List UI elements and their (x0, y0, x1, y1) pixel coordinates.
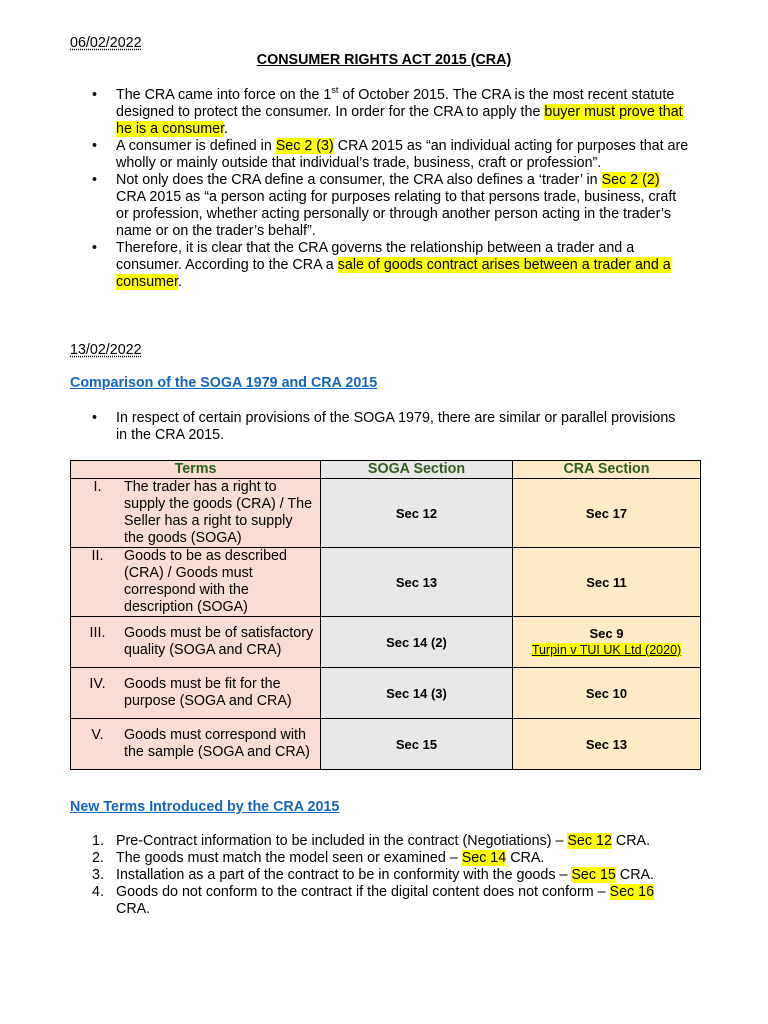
term-cell (71, 548, 321, 617)
bullet-text: of October 2015. The CRA is the most recent statute designed to protect the consumer. In order for the CRA to apply the (116, 87, 675, 120)
row-numeral: I. (93, 479, 102, 495)
list-text: The goods must match the model seen or examined – (116, 850, 462, 866)
list-text: Pre-Contract information to be included in the contract (Negotiations) – (116, 833, 568, 849)
cra-cell: Sec 10 (513, 668, 701, 719)
list-item (70, 867, 690, 884)
term-text: Goods to be as described (CRA) / Goods must correspond with the description (SOGA) (124, 548, 287, 615)
row-numeral: III. (89, 625, 106, 641)
new-terms-heading[interactable]: New Terms Introduced by the CRA 2015 (70, 799, 340, 815)
bullet-text: Not only does the CRA define a consumer, the CRA also defines a ‘trader’ in (116, 172, 602, 188)
bullet-icon: • (92, 240, 98, 256)
cra-cell: Sec 13 (513, 719, 701, 770)
table-row (71, 617, 701, 668)
highlighted-text: Sec 14 (461, 850, 507, 866)
list-number: 4. (92, 884, 104, 900)
term-text: Goods must be of satisfactory quality (SOGA and CRA) (124, 625, 314, 658)
table-row (71, 668, 701, 719)
case-reference[interactable] (513, 642, 700, 659)
row-numeral: IV. (89, 676, 106, 692)
header-terms: Terms (71, 461, 321, 479)
highlighted-text: Sec 2 (3) (275, 138, 334, 154)
cra-section-value: Sec 9 (589, 626, 624, 641)
list-number: 1. (92, 833, 104, 849)
term-cell (71, 617, 321, 668)
bullet-text: Therefore, it is clear that the CRA governs the relationship between a trader and a consumer. According to the CRA a (116, 240, 635, 273)
bullet-item (70, 138, 690, 172)
list-item (70, 884, 690, 918)
term-text: The trader has a right to supply the goods (CRA) / The Seller has a right to supply the goods (SOGA) (124, 479, 313, 546)
list-text: Installation as a part of the contract to be in conformity with the goods – (116, 867, 572, 883)
soga-cell: Sec 14 (2) (321, 617, 513, 668)
row-numeral: II. (91, 548, 104, 564)
bullet-item (70, 87, 690, 138)
term-cell (71, 719, 321, 770)
comparison-bullet-list (70, 410, 690, 444)
term-text: Goods must correspond with the sample (SOGA and CRA) (124, 727, 310, 760)
superscript: st (331, 85, 339, 96)
case-link[interactable]: Turpin v TUI UK Ltd (2020) (531, 643, 682, 657)
term-cell (71, 479, 321, 548)
table-header-row (71, 461, 701, 479)
bullet-text: The CRA came into force on the 1 (116, 87, 332, 103)
soga-cell: Sec 12 (321, 479, 513, 548)
row-numeral: V. (91, 727, 104, 743)
table-row (71, 548, 701, 617)
cra-bullet-list (70, 87, 690, 291)
bullet-text: CRA 2015 as “a person acting for purposes relating to that persons trade, business, craft or profession, whether acting personally or through another person acting in the trader’s name or on the trader’s behalf”. (116, 189, 677, 239)
date-1: 06/02/2022 (70, 35, 142, 51)
bullet-icon: • (92, 172, 98, 188)
new-terms-list (70, 833, 690, 918)
highlighted-text: Sec 16 (609, 884, 655, 900)
list-item (70, 833, 690, 850)
bullet-text: CRA 2015 as “an individual acting for purposes that are wholly or mainly outside that individual’s trade, business, craft or profession”. (116, 138, 689, 171)
header-soga-section: SOGA Section (321, 461, 513, 479)
bullet-item (70, 410, 690, 444)
soga-cell: Sec 15 (321, 719, 513, 770)
comparison-heading[interactable]: Comparison of the SOGA 1979 and CRA 2015 (70, 375, 378, 391)
list-text: Goods do not conform to the contract if the digital content does not conform – (116, 884, 610, 900)
header-cra-section: CRA Section (513, 461, 701, 479)
term-cell (71, 668, 321, 719)
list-number: 3. (92, 867, 104, 883)
list-text: CRA. (615, 867, 655, 883)
table-row (71, 479, 701, 548)
soga-cell: Sec 14 (3) (321, 668, 513, 719)
list-number: 2. (92, 850, 104, 866)
bullet-item (70, 172, 690, 240)
highlighted-text: sale of goods contract arises between a trader and a consumer (116, 257, 671, 290)
list-text: CRA. (116, 901, 151, 917)
highlighted-text: Sec 12 (567, 833, 612, 849)
comparison-table (70, 460, 701, 770)
bullet-text: . (224, 121, 229, 137)
list-text: CRA. (611, 833, 651, 849)
highlighted-text: Sec 2 (2) (601, 172, 660, 188)
bullet-text: . (177, 274, 182, 290)
list-item (70, 850, 690, 867)
bullet-icon: • (92, 410, 98, 426)
highlighted-text: Sec 15 (571, 867, 616, 883)
date-2: 13/02/2022 (70, 342, 142, 358)
cra-cell: Sec 17 (513, 479, 701, 548)
bullet-item (70, 240, 690, 291)
table-row (71, 719, 701, 770)
list-text: CRA. (506, 850, 545, 866)
bullet-icon: • (92, 138, 98, 154)
bullet-text: In respect of certain provisions of the SOGA 1979, there are similar or parallel provisions in the CRA 2015. (116, 410, 676, 443)
cra-cell: Sec 11 (513, 548, 701, 617)
page-title: CONSUMER RIGHTS ACT 2015 (CRA) (256, 52, 512, 68)
soga-cell: Sec 13 (321, 548, 513, 617)
bullet-icon: • (92, 87, 98, 103)
highlighted-text: buyer must prove that he is a consumer (116, 104, 683, 137)
bullet-text: A consumer is defined in (116, 138, 276, 154)
term-text: Goods must be fit for the purpose (SOGA and CRA) (124, 676, 292, 709)
cra-cell (513, 617, 701, 668)
